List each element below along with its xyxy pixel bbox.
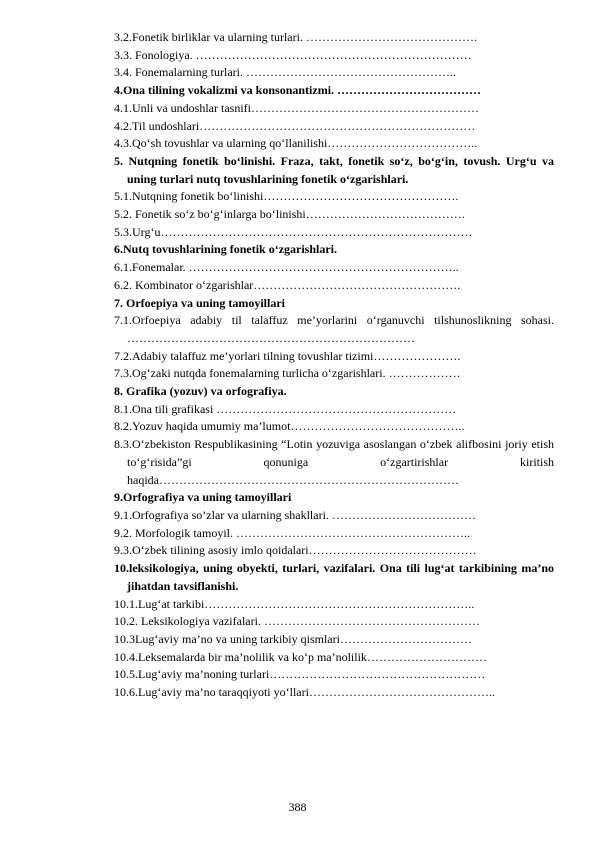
toc-item-10-5: 10.5.Lug‘aviy ma’noning turlari……………………………………………… [114, 667, 486, 682]
toc-item-9-2: 9.2. Morfologik tamoyil. ………………………………………………….. [114, 525, 470, 540]
toc-item-6-2: 6.2. Kombinator o‘zgarishlar……………………………………………. [114, 277, 461, 292]
toc-heading-4: 4.Ona tilining vokalizmi va konsonantizmi. ……………………………… [114, 83, 482, 98]
toc-item-10-4: 10.4.Leksemalarda bir ma’nolilik va ko‘p ma’nolilik………………………… [114, 649, 487, 664]
toc-heading-7: 7. Orfoepiya va uning tamoyillari [114, 295, 285, 310]
toc-heading-8: 8. Grafika (yozuv) va orfografiya. [114, 384, 287, 399]
toc-item-4-1: 4.1.Unli va undoshlar tasnifi………………………………………………… [114, 100, 479, 115]
toc-heading-9: 9.Orfografiya va uning tamoyillari [114, 490, 292, 505]
toc-item-9-3: 9.3.O‘zbek tilining asosiy imlo qoidalari…………………………………… [114, 543, 477, 558]
toc-heading-10: 10.leksikologiya, uning obyekti, turlari, vazifalari. Ona tili lug‘at tarkibining ma’no jihatdan tavsiflanishi. [114, 561, 554, 593]
toc-item-10-6: 10.6.Lug‘aviy ma’no taraqqiyoti yo‘llari……………………………………….. [114, 685, 495, 700]
toc-item-8-3: 8.3.O‘zbekiston Respublikasining “Lotin yozuviga asoslangan o‘zbek alifbosini joriy etish to‘g‘risida”gi qonuniga o‘zgartirishlar kiritish haqida………………………………………………………………… [114, 437, 554, 487]
toc-item-10-3: 10.3Lug‘aviy ma’no va uning tarkibiy qismlari…………………………… [114, 631, 472, 646]
toc-item-4-3: 4.3.Qo‘sh tovushlar va ularning qo‘llanilishi……………………………….. [114, 136, 478, 151]
toc-item-5-1: 5.1.Nutqning fonetik bo‘linishi…………………………………………. [114, 189, 459, 204]
toc-item-8-2: 8.2.Yozuv haqida umumiy ma’lumot…………………………………….. [114, 419, 465, 434]
toc-item-10-1: 10.1.Lug‘at tarkibi………………………………………………………….. [114, 596, 475, 611]
toc-item-7-1: 7.1.Orfoepiya adabiy til talaffuz me’yorlarini o‘rganuvchi tilshunoslikning sohasi. ……………………………………………………………… [114, 313, 554, 345]
toc-item-5-3: 5.3.Urg‘u…………………………………………………………………… [114, 224, 473, 239]
toc-heading-6: 6.Nutq tovushlarining fonetik o‘zgarishlari. [114, 242, 338, 257]
toc-item-7-2: 7.2.Adabiy talaffuz me’yorlari tilning tovushlar tizimi…………………. [114, 348, 461, 363]
page-number: 388 [288, 800, 307, 814]
toc-item-3-4: 3.4. Fonemalarning turlari. …………………………………………….. [114, 65, 456, 80]
toc-item-6-1: 6.1.Fonemalar. ………………………………………………………….. [114, 260, 459, 275]
toc-item-4-2: 4.2.Til undoshlari…………………………………………………………… [114, 118, 476, 133]
table-of-contents [114, 29, 554, 702]
toc-item-3-3: 3.3. Fonologiya. …………………………………………………………… [114, 47, 472, 62]
toc-item-7-3: 7.3.Og‘zaki nutqda fonemalarning turlicha o‘zgarishlari. ……………… [114, 366, 461, 381]
toc-item-5-2: 5.2. Fonetik so‘z bo‘g‘inlarga bo‘linishi…………………………………. [114, 207, 465, 222]
toc-item-3-2: 3.2.Fonetik birliklar va ularning turlari. ……………………………………. [114, 30, 477, 44]
toc-item-9-1: 9.1.Orfografiya so’zlar va ularning shakllari. ……………………………… [114, 507, 476, 522]
toc-item-10-2: 10.2. Leksikologiya vazifalari. ……………………………………………… [114, 614, 480, 629]
toc-item-8-1: 8.1.Ona tili grafikasi …………………………………………………… [114, 401, 457, 416]
toc-heading-5: 5. Nutqning fonetik bo‘linishi. Fraza, takt, fonetik so‘z, bo‘g‘in, tovush. Urg‘u va uning turlari nutq tovushlarining fonetik o‘zgarishlari. [114, 153, 554, 186]
